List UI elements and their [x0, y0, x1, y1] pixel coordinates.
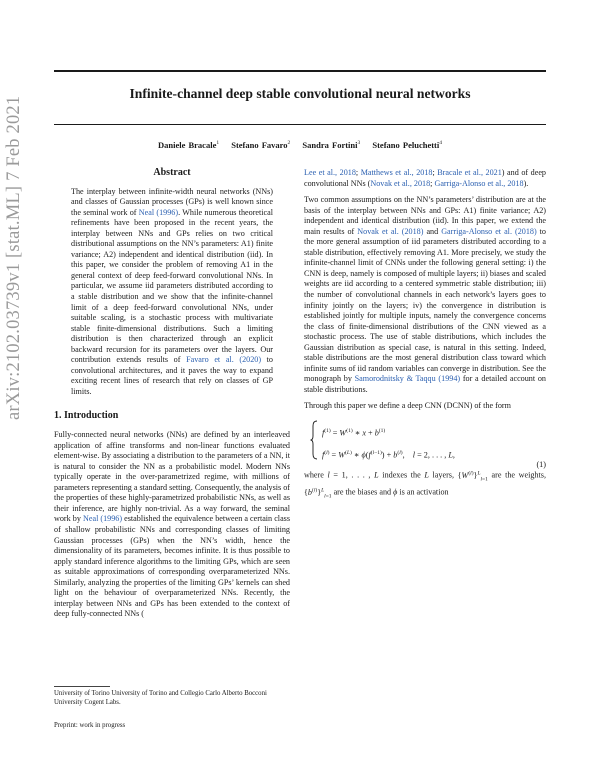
author: Daniele Bracale$^1$	[157, 140, 220, 150]
abstract-heading: Abstract	[153, 167, 191, 178]
author: Stefano Peluchetti$^4$	[372, 140, 442, 150]
title-bottom-rule	[54, 124, 546, 125]
intro-paragraph-1: Fully-connected neural networks (NNs) are defined by an interleaved application of affine transforms and non-linear functions evaluated element-wise. By associating a distribution to the parameters of a NN, it is natural to consider the NN as a probabilistic model. Modern NNs typically operate in the over-parametrized regime, with millions of parameters representing a standard setting. Consequently, the analysis of the properties of these highly-parametrized probabilistic NNs, as well as their inference, are highly non-trivial. As a way forward, the seminal work by Neal (1996) established the equivalence between a certain class of shallow probabilistic NNs and corresponding classes of limiting Gaussian processes (GPs) when the NN’s width, hence the dimensionality of its parameters, becomes infinite. It is thus possible to apply standard inference algorithms to the limiting GPs, which are seen as suitable approximations of corresponding overparameterized NNs. Similarly, analyzing the properties of the limiting GPs’ kernels can shed light on the behaviour of overparameterized NNs. Recently, the interplay between NNs and GPs has been extended to the context of deep fully-connected NNs (	[54, 430, 290, 619]
citation-link[interactable]: Garriga-Alonso et al. (2018)	[441, 226, 537, 236]
author: Sandra Fortini$^3$	[302, 140, 361, 150]
intro-paragraph-4: where l = 1, . . . , L indexes the L layers, $\{W^{(l)}\}^L_{l=1}$ are the weights, $\{b^{(l)}\}^L_{l=1}$ are the biases and ϕ is an activation	[304, 470, 546, 500]
arxiv-identifier: arXiv:2102.03739v1 [stat.ML] 7 Feb 2021	[4, 95, 24, 420]
intro-paragraph-3: Through this paper we define a deep CNN (DCNN) of the form	[304, 401, 511, 411]
left-column	[54, 168, 290, 620]
author-list	[54, 140, 546, 150]
citation-link[interactable]: Novak et al. (2018)	[357, 226, 424, 236]
equation-line-recursive-layer: $f^{(l)} = W^{(L)}$ ∗ $\phi(f^{(l-1)}) + b^{(l)}$, l = 2, . . . , L,	[322, 450, 455, 460]
right-column	[304, 168, 546, 502]
citation-link[interactable]: Novak et al., 2018	[370, 178, 431, 188]
citation-link[interactable]: Samorodnitsky & Taqqu (1994)	[354, 374, 461, 384]
equation-number: (1)	[536, 460, 546, 470]
footnote-rule	[54, 686, 110, 687]
affiliations-footnote: University of Torino University of Torino and Collegio Carlo Alberto Bocconi University Cogent Labs.	[54, 690, 267, 706]
citation-link[interactable]: Neal (1996)	[138, 207, 179, 217]
citation-link[interactable]: Garriga-Alonso et al., 2018	[434, 178, 524, 188]
section-heading-introduction: 1. Introduction	[54, 410, 119, 422]
preprint-notice: Preprint: work in progress	[54, 722, 126, 729]
title-top-rule	[54, 70, 546, 72]
abstract-text: The interplay between infinite-width neural networks (NNs) and classes of Gaussian processes (GPs) is well known since the seminal work of Neal (1996). While numerous theoretical refinements have been proposed in the recent years, the interplay between NNs and GPs relies on two critical distributional assumptions on the NN’s parameters: A1) finite variance; A2) independent and identical distribution (iid). In this paper, we consider the problem of removing A1 in the general context of deep feed-forward convolutional NNs. In particular, we assume iid parameters distributed according to a stable distribution and we show that the infinite-channel limit of a deep feed-forward convolutional NNs, under suitable scaling, is a stochastic process with multivariate stable finite-dimensional distributions. Such a limiting distribution is then characterized through an explicit backward recursion for its parameters over the layers. Our contribution extends results of Favaro et al. (2020) to convolutional architectures, and it paves the way to expand exciting recent lines of research that rely on classes of GP limits.	[71, 186, 273, 396]
left-brace-icon	[310, 420, 318, 460]
intro-paragraph-1-continued: Lee et al., 2018; Matthews et al., 2018; Bracale et al., 2021) and of deep convolutional NNs (Novak et al., 2018; Garriga-Alonso et al., 2018).	[304, 168, 546, 188]
equation-1	[310, 420, 546, 470]
author: Stefano Favaro$^2$	[231, 140, 291, 150]
citation-link[interactable]: Neal (1996)	[82, 514, 123, 524]
citation-link[interactable]: Bracale et al., 2021	[437, 168, 502, 177]
paper-title: Infinite-channel deep stable convolutional neural networks	[129, 86, 471, 101]
equation-line-first-layer: $f^{(1)} = W^{(1)}$ ∗ $x + b^{(1)}$	[322, 428, 386, 438]
citation-link[interactable]: Favaro et al. (2020)	[186, 355, 262, 365]
citation-link[interactable]: Matthews et al., 2018	[360, 168, 433, 177]
intro-paragraph-2: Two common assumptions on the NN’s parameters’ distribution are at the basis of the interplay between NNs and GPs: A1) finite variance; A2) independent and identical distribution (iid). In this paper, we extend the main results of Novak et al. (2018) and Garriga-Alonso et al. (2018) to the more general assumption of iid parameters distributed according to a stable distribution, effectively removing A1. More precisely, we study the infinite-channel limit of CNNs under the following general setting: i) the CNN is deep, namely is composed of multiple layers; ii) biases and scaled weights are iid according to a centered symmetric stable distribution; iii) the number of convolutional channels in each network’s layers goes to infinity jointly on the layers; iv) the convergence in distribution is established jointly for multiple inputs, namely the convergence concerns the class of finite-dimensional distributions of the CNN viewed as a stochastic process. The use of stable distributions, which includes the Gaussian distribution as special case, is natural in this setting. Indeed, stable distributions are the most general distribution class toward which infinite sums of iid random variables can converge in distribution. See the monograph by Samorodnitsky & Taqqu (1994) for a detailed account on stable distributions.	[304, 195, 546, 394]
citation-link[interactable]: Lee et al., 2018	[304, 168, 356, 177]
